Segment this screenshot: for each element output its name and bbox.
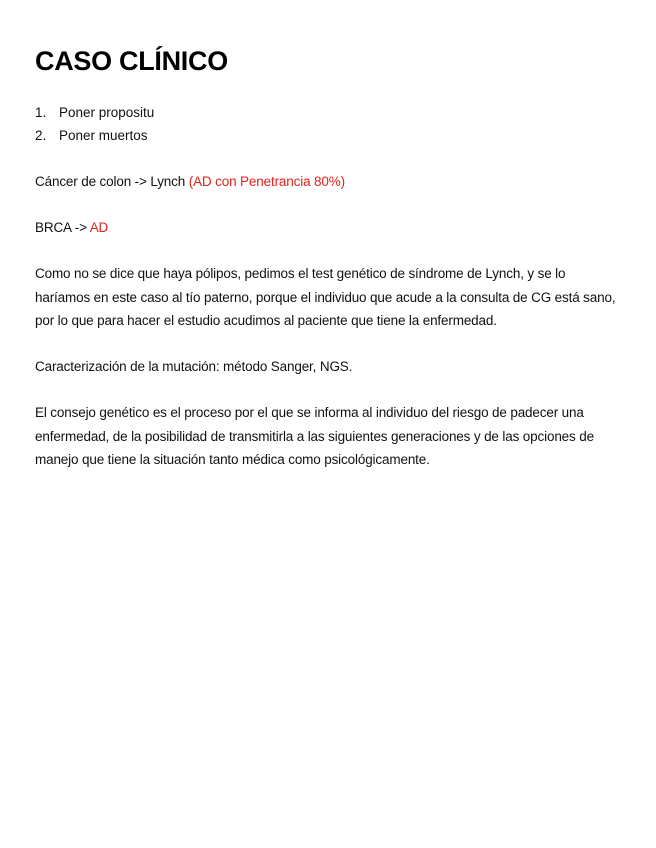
colon-cancer-text: Cáncer de colon -> Lynch: [35, 174, 189, 189]
mutation-paragraph: Caracterización de la mutación: método Sanger, NGS.: [35, 359, 353, 374]
list-item: [35, 124, 154, 147]
list-item-number: 1.: [35, 105, 47, 120]
document-title: CASO CLÍNICO: [35, 46, 228, 76]
colon-cancer-line: [35, 170, 621, 194]
genetic-counseling-paragraph: El consejo genético es el proceso por el que se informa al individuo del riesgo de padecer una enfermedad, de la posibilidad de transmitirla a las siguientes generaciones y de las opciones de manejo que tiene la situación tanto médica como psicológicamente.: [35, 405, 594, 467]
list-item: [35, 101, 154, 124]
brca-line: [35, 216, 621, 240]
colon-cancer-highlight: (AD con Penetrancia 80%): [188, 174, 345, 189]
numbered-list: [35, 101, 154, 147]
brca-highlight: AD: [89, 220, 109, 235]
list-item-number: 2.: [35, 128, 47, 143]
list-item-text: Poner propositu: [59, 105, 155, 120]
list-item-text: Poner muertos: [59, 128, 148, 143]
brca-text: BRCA ->: [35, 220, 90, 235]
lynch-test-paragraph: Como no se dice que haya pólipos, pedimos el test genético de síndrome de Lynch, y se lo haríamos en este caso al tío paterno, porque el individuo que acude a la consulta de CG está sano, por lo que para hacer el estudio acudimos al paciente que tiene la enfermedad.: [35, 266, 616, 328]
